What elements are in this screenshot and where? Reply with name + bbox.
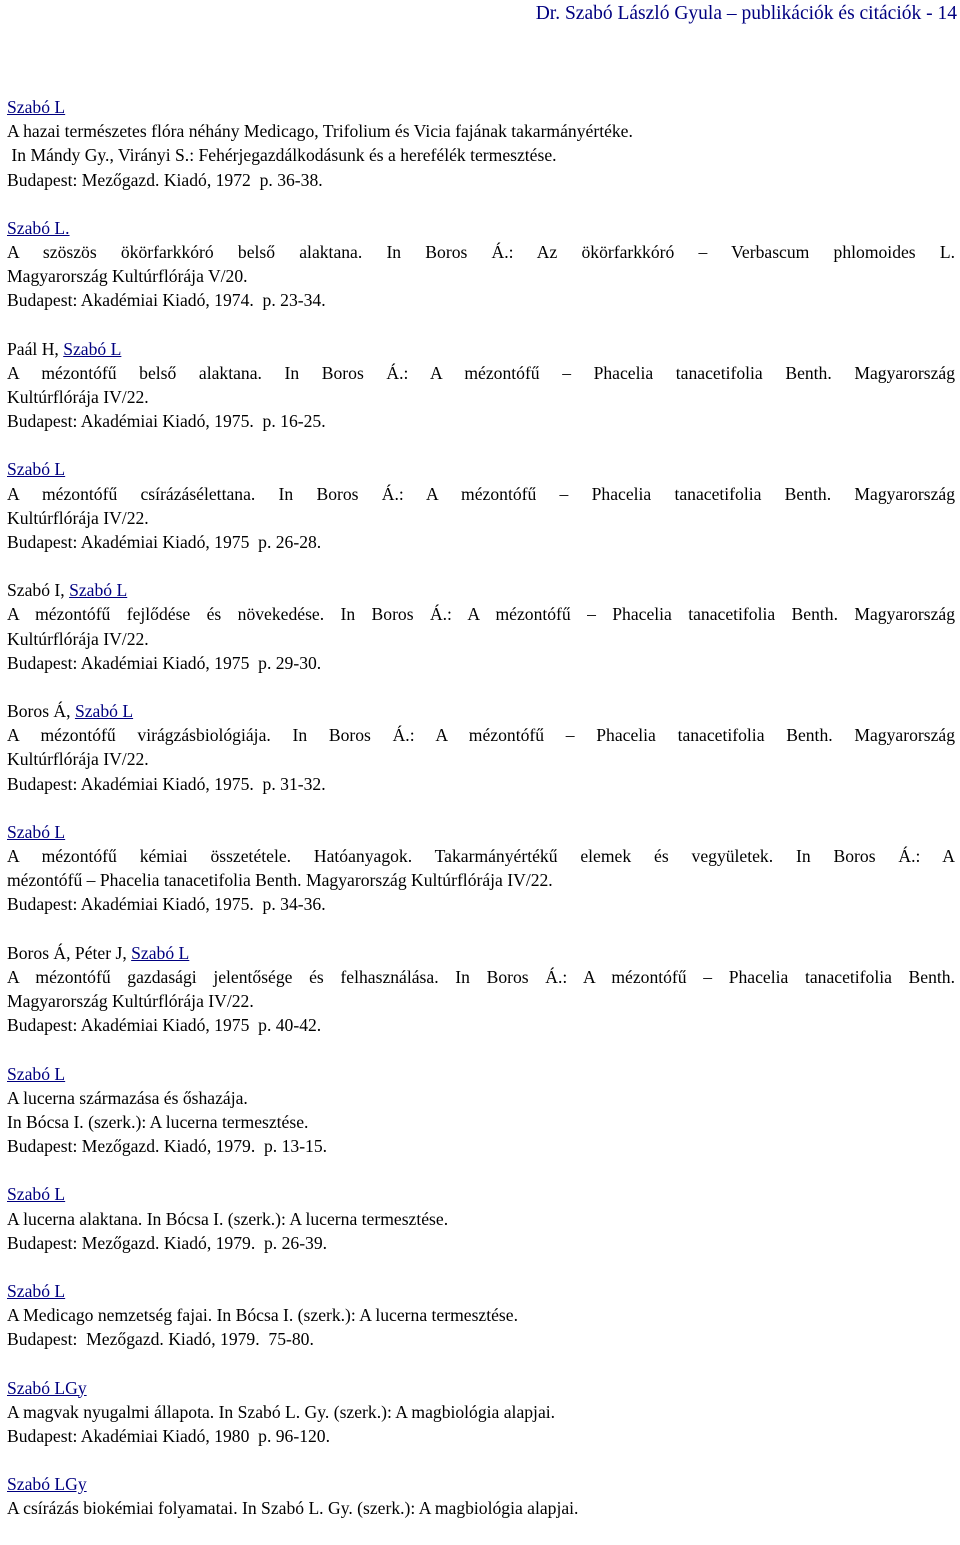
- entry-authors: [7, 1472, 955, 1496]
- publication-entry: [7, 1376, 955, 1449]
- entry-title: A szöszös ökörfarkkóró belső alaktana. In Boros Á.: Az ökörfarkkóró – Verbascum phlomoides L.: [7, 242, 955, 263]
- entry-publisher: Budapest: Akadémiai Kiadó, 1975 p. 26-28.: [7, 532, 322, 553]
- entry-title: A csírázás biokémiai folyamatai. In Szabó L. Gy. (szerk.): A magbiológia alapjai.: [7, 1498, 579, 1519]
- entry-authors: [7, 1279, 955, 1303]
- entry-title: A mézontófű gazdasági jelentősége és felhasználása. In Boros Á.: A mézontófű – Phacelia tanacetifolia Benth.: [7, 966, 955, 987]
- entry-authors: [7, 1062, 955, 1086]
- entry-publisher: Budapest: Mezőgazd. Kiadó, 1972 p. 36-38.: [7, 169, 323, 190]
- entry-title: A Medicago nemzetség fajai. In Bócsa I. (szerk.): A lucerna termesztése.: [7, 1305, 518, 1326]
- entry-publisher: Budapest: Akadémiai Kiadó, 1975 p. 29-30.: [7, 652, 322, 673]
- publication-entry: [7, 1182, 955, 1255]
- entry-title-cont: Kultúrflórája IV/22.: [7, 387, 149, 408]
- author-link[interactable]: Szabó L: [7, 97, 66, 117]
- publication-entry: [7, 1062, 955, 1159]
- entry-publisher: Budapest: Akadémiai Kiadó, 1975 p. 40-42.: [7, 1015, 322, 1036]
- entry-authors: [7, 216, 955, 240]
- entry-title: A mézontófű csírázásélettana. In Boros Á.: A mézontófű – Phacelia tanacetifolia Benth. Magyarország: [7, 483, 955, 504]
- entry-title-cont: mézontófű – Phacelia tanacetifolia Benth. Magyarország Kultúrflórája IV/22.: [7, 870, 553, 891]
- entry-publisher: Budapest: Akadémiai Kiadó, 1975. p. 34-36.: [7, 894, 326, 915]
- publication-entry: [7, 1472, 955, 1520]
- publication-entry: [7, 95, 955, 192]
- author-link[interactable]: Szabó L: [131, 942, 190, 963]
- author-link[interactable]: Szabó L: [7, 1184, 66, 1205]
- author-link[interactable]: Szabó LGy: [7, 1474, 87, 1495]
- entry-publisher: Budapest: Mezőgazd. Kiadó, 1979. 75-80.: [7, 1329, 314, 1350]
- author-link[interactable]: Szabó L: [7, 1280, 66, 1301]
- author-plain: Boros Á, Péter J,: [7, 942, 132, 963]
- entry-title-cont: Kultúrflórája IV/22.: [7, 628, 149, 649]
- entry-source: In Mándy Gy., Virányi S.: Fehérjegazdálkodásunk és a herefélék termesztése.: [7, 145, 557, 166]
- publication-entry: [7, 820, 955, 917]
- publication-entry: [7, 699, 955, 796]
- entry-publisher: Budapest: Akadémiai Kiadó, 1980 p. 96-120.: [7, 1425, 330, 1446]
- entry-title: A mézontófű belső alaktana. In Boros Á.: A mézontófű – Phacelia tanacetifolia Benth. Magyarország: [7, 362, 955, 383]
- publication-entry: [7, 216, 955, 313]
- entry-title: A hazai természetes flóra néhány Medicago, Trifolium és Vicia fajának takarmányértéke.: [7, 121, 633, 142]
- entry-title: A mézontófű kémiai összetétele. Hatóanyagok. Takarmányértékű elemek és vegyületek. In Boros Á.: A: [7, 846, 955, 867]
- entry-publisher: Budapest: Akadémiai Kiadó, 1974. p. 23-34.: [7, 290, 326, 311]
- publication-entry: [7, 337, 955, 434]
- author-link[interactable]: Szabó L: [7, 1063, 66, 1084]
- author-link[interactable]: Szabó L: [7, 821, 66, 842]
- entry-authors: [7, 578, 955, 602]
- entry-publisher: Budapest: Akadémiai Kiadó, 1975. p. 16-25.: [7, 411, 326, 432]
- entry-authors: [7, 820, 955, 844]
- entry-authors: [7, 457, 955, 481]
- entry-authors: [7, 1182, 955, 1206]
- entry-authors: [7, 95, 955, 119]
- page-header: Dr. Szabó László Gyula – publikációk és citációk - 14: [535, 3, 957, 24]
- author-link[interactable]: Szabó L: [74, 701, 134, 722]
- publication-entry: [7, 1279, 955, 1352]
- publication-entry: [7, 457, 955, 554]
- entry-title: A mézontófű virágzásbiológiája. In Boros Á.: A mézontófű – Phacelia tanacetifolia Benth. Magyarország: [7, 725, 955, 746]
- author-link[interactable]: Szabó L: [69, 580, 128, 601]
- entry-publisher: Budapest: Mezőgazd. Kiadó, 1979. p. 26-39.: [7, 1232, 328, 1253]
- entry-title: A mézontófű fejlődése és növekedése. In Boros Á.: A mézontófű – Phacelia tanacetifolia Benth. Magyarország: [7, 604, 955, 625]
- entry-title-cont: Kultúrflórája IV/22.: [7, 507, 149, 528]
- entry-title-cont: Kultúrflórája IV/22.: [7, 749, 149, 770]
- publication-entry: [7, 941, 955, 1038]
- entry-publisher: Budapest: Mezőgazd. Kiadó, 1979. p. 13-15.: [7, 1136, 328, 1157]
- entry-title: A lucerna alaktana. In Bócsa I. (szerk.): A lucerna termesztése.: [7, 1208, 449, 1229]
- author-link[interactable]: Szabó L: [63, 338, 122, 359]
- author-link[interactable]: Szabó L: [7, 459, 66, 480]
- entry-authors: [7, 1376, 955, 1400]
- author-plain: Boros Á,: [7, 701, 75, 722]
- entry-publisher: Budapest: Akadémiai Kiadó, 1975. p. 31-32.: [7, 773, 326, 794]
- entry-title-cont: Magyarország Kultúrflórája IV/22.: [7, 991, 254, 1012]
- entry-source: In Bócsa I. (szerk.): A lucerna termesztése.: [7, 1111, 309, 1132]
- entry-title-cont: Magyarország Kultúrflórája V/20.: [7, 266, 248, 287]
- publication-list: [7, 95, 955, 1545]
- entry-title: A magvak nyugalmi állapota. In Szabó L. Gy. (szerk.): A magbiológia alapjai.: [7, 1401, 556, 1422]
- entry-authors: [7, 941, 955, 965]
- entry-authors: [7, 699, 955, 723]
- author-plain: Paál H,: [7, 338, 64, 359]
- author-plain: Szabó I,: [7, 580, 70, 601]
- entry-authors: [7, 337, 955, 361]
- author-link[interactable]: Szabó LGy: [7, 1377, 87, 1398]
- publication-entry: [7, 578, 955, 675]
- author-link[interactable]: Szabó L.: [7, 217, 70, 238]
- entry-title: A lucerna származása és őshazája.: [7, 1087, 248, 1108]
